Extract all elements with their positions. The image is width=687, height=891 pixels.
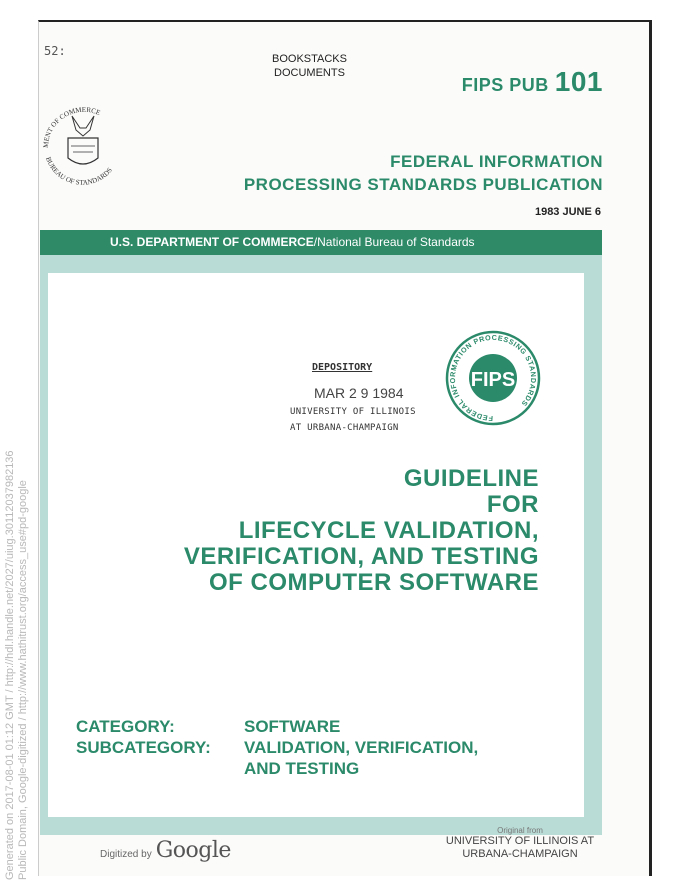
digitized-by-label: Digitized by xyxy=(100,849,152,860)
seal-top-text: MENT OF COMMERCE xyxy=(41,105,102,149)
university-line-1: UNIVERSITY OF ILLINOIS AT xyxy=(445,835,595,847)
publication-title-line-1: FEDERAL INFORMATION xyxy=(390,152,603,171)
svg-text:MENT OF COMMERCE xyxy=(42,106,102,148)
publication-title xyxy=(244,150,603,196)
watermark-line-2: Public Domain, Google-digitized / http://www.hathitrust.org/access_use#pd-google xyxy=(17,480,29,880)
guideline-line-4: VERIFICATION, AND TESTING xyxy=(183,543,539,570)
watermark-line-1: Generated on 2017-08-01 01:12 GMT / http://hdl.handle.net/2027/uiug.30112037982136 xyxy=(4,450,16,880)
svg-text:BUREAU OF STANDARDS xyxy=(44,156,114,187)
seal-bottom-text: BUREAU OF STANDARDS xyxy=(44,155,114,187)
guideline-line-5: OF COMPUTER SOFTWARE xyxy=(209,569,539,596)
category-value: SOFTWARE xyxy=(244,717,341,736)
fips-ring-text: FEDERAL INFORMATION PROCESSING STANDARDS xyxy=(447,332,539,424)
guideline-line-2: FOR xyxy=(486,491,539,518)
department-name: U.S. DEPARTMENT OF COMMERCE xyxy=(110,235,314,249)
guideline-line-1: GUIDELINE xyxy=(403,465,539,492)
bookstacks-stamp xyxy=(272,52,347,80)
google-logo: Google xyxy=(155,838,231,863)
depository-title: DEPOSITORY xyxy=(312,362,373,373)
subcategory-label: SUBCATEGORY: xyxy=(76,738,211,757)
fips-pub-label: FIPS PUB xyxy=(461,75,549,95)
university-line-2: URBANA-CHAMPAIGN xyxy=(462,848,578,860)
category-label: CATEGORY: xyxy=(76,717,175,736)
hathitrust-watermark xyxy=(4,450,30,880)
fips-pub-num: 101 xyxy=(554,66,603,97)
subcategory-value-1: VALIDATION, VERIFICATION, xyxy=(244,738,479,757)
original-source xyxy=(440,826,600,861)
publication-title-line-2: PROCESSING STANDARDS PUBLICATION xyxy=(243,175,603,194)
call-number: 52: xyxy=(44,44,66,58)
stamp-line-2: DOCUMENTS xyxy=(274,67,345,79)
category-block xyxy=(76,716,478,779)
subcategory-value-2: AND TESTING xyxy=(244,759,360,778)
fips-logo-center: FIPS xyxy=(470,369,516,391)
depository-date: MAR 2 9 1984 xyxy=(314,385,404,401)
department-band xyxy=(40,230,602,255)
bureau-name: /National Bureau of Standards xyxy=(313,235,475,249)
guideline-line-3: LIFECYCLE VALIDATION, xyxy=(238,517,539,544)
depository-line-2: AT URBANA-CHAMPAIGN xyxy=(290,423,399,433)
publication-date: 1983 JUNE 6 xyxy=(534,206,601,218)
fips-logo-icon xyxy=(440,330,546,430)
stamp-line-1: BOOKSTACKS xyxy=(272,53,347,65)
depository-line-1: UNIVERSITY OF ILLINOIS xyxy=(290,407,416,417)
guideline-title xyxy=(184,466,539,596)
digitized-by-google xyxy=(100,838,231,863)
depository-stamp xyxy=(290,362,416,433)
commerce-seal-icon xyxy=(40,96,126,192)
fips-pub-number xyxy=(462,66,603,98)
original-from-label: Original from xyxy=(497,826,543,835)
